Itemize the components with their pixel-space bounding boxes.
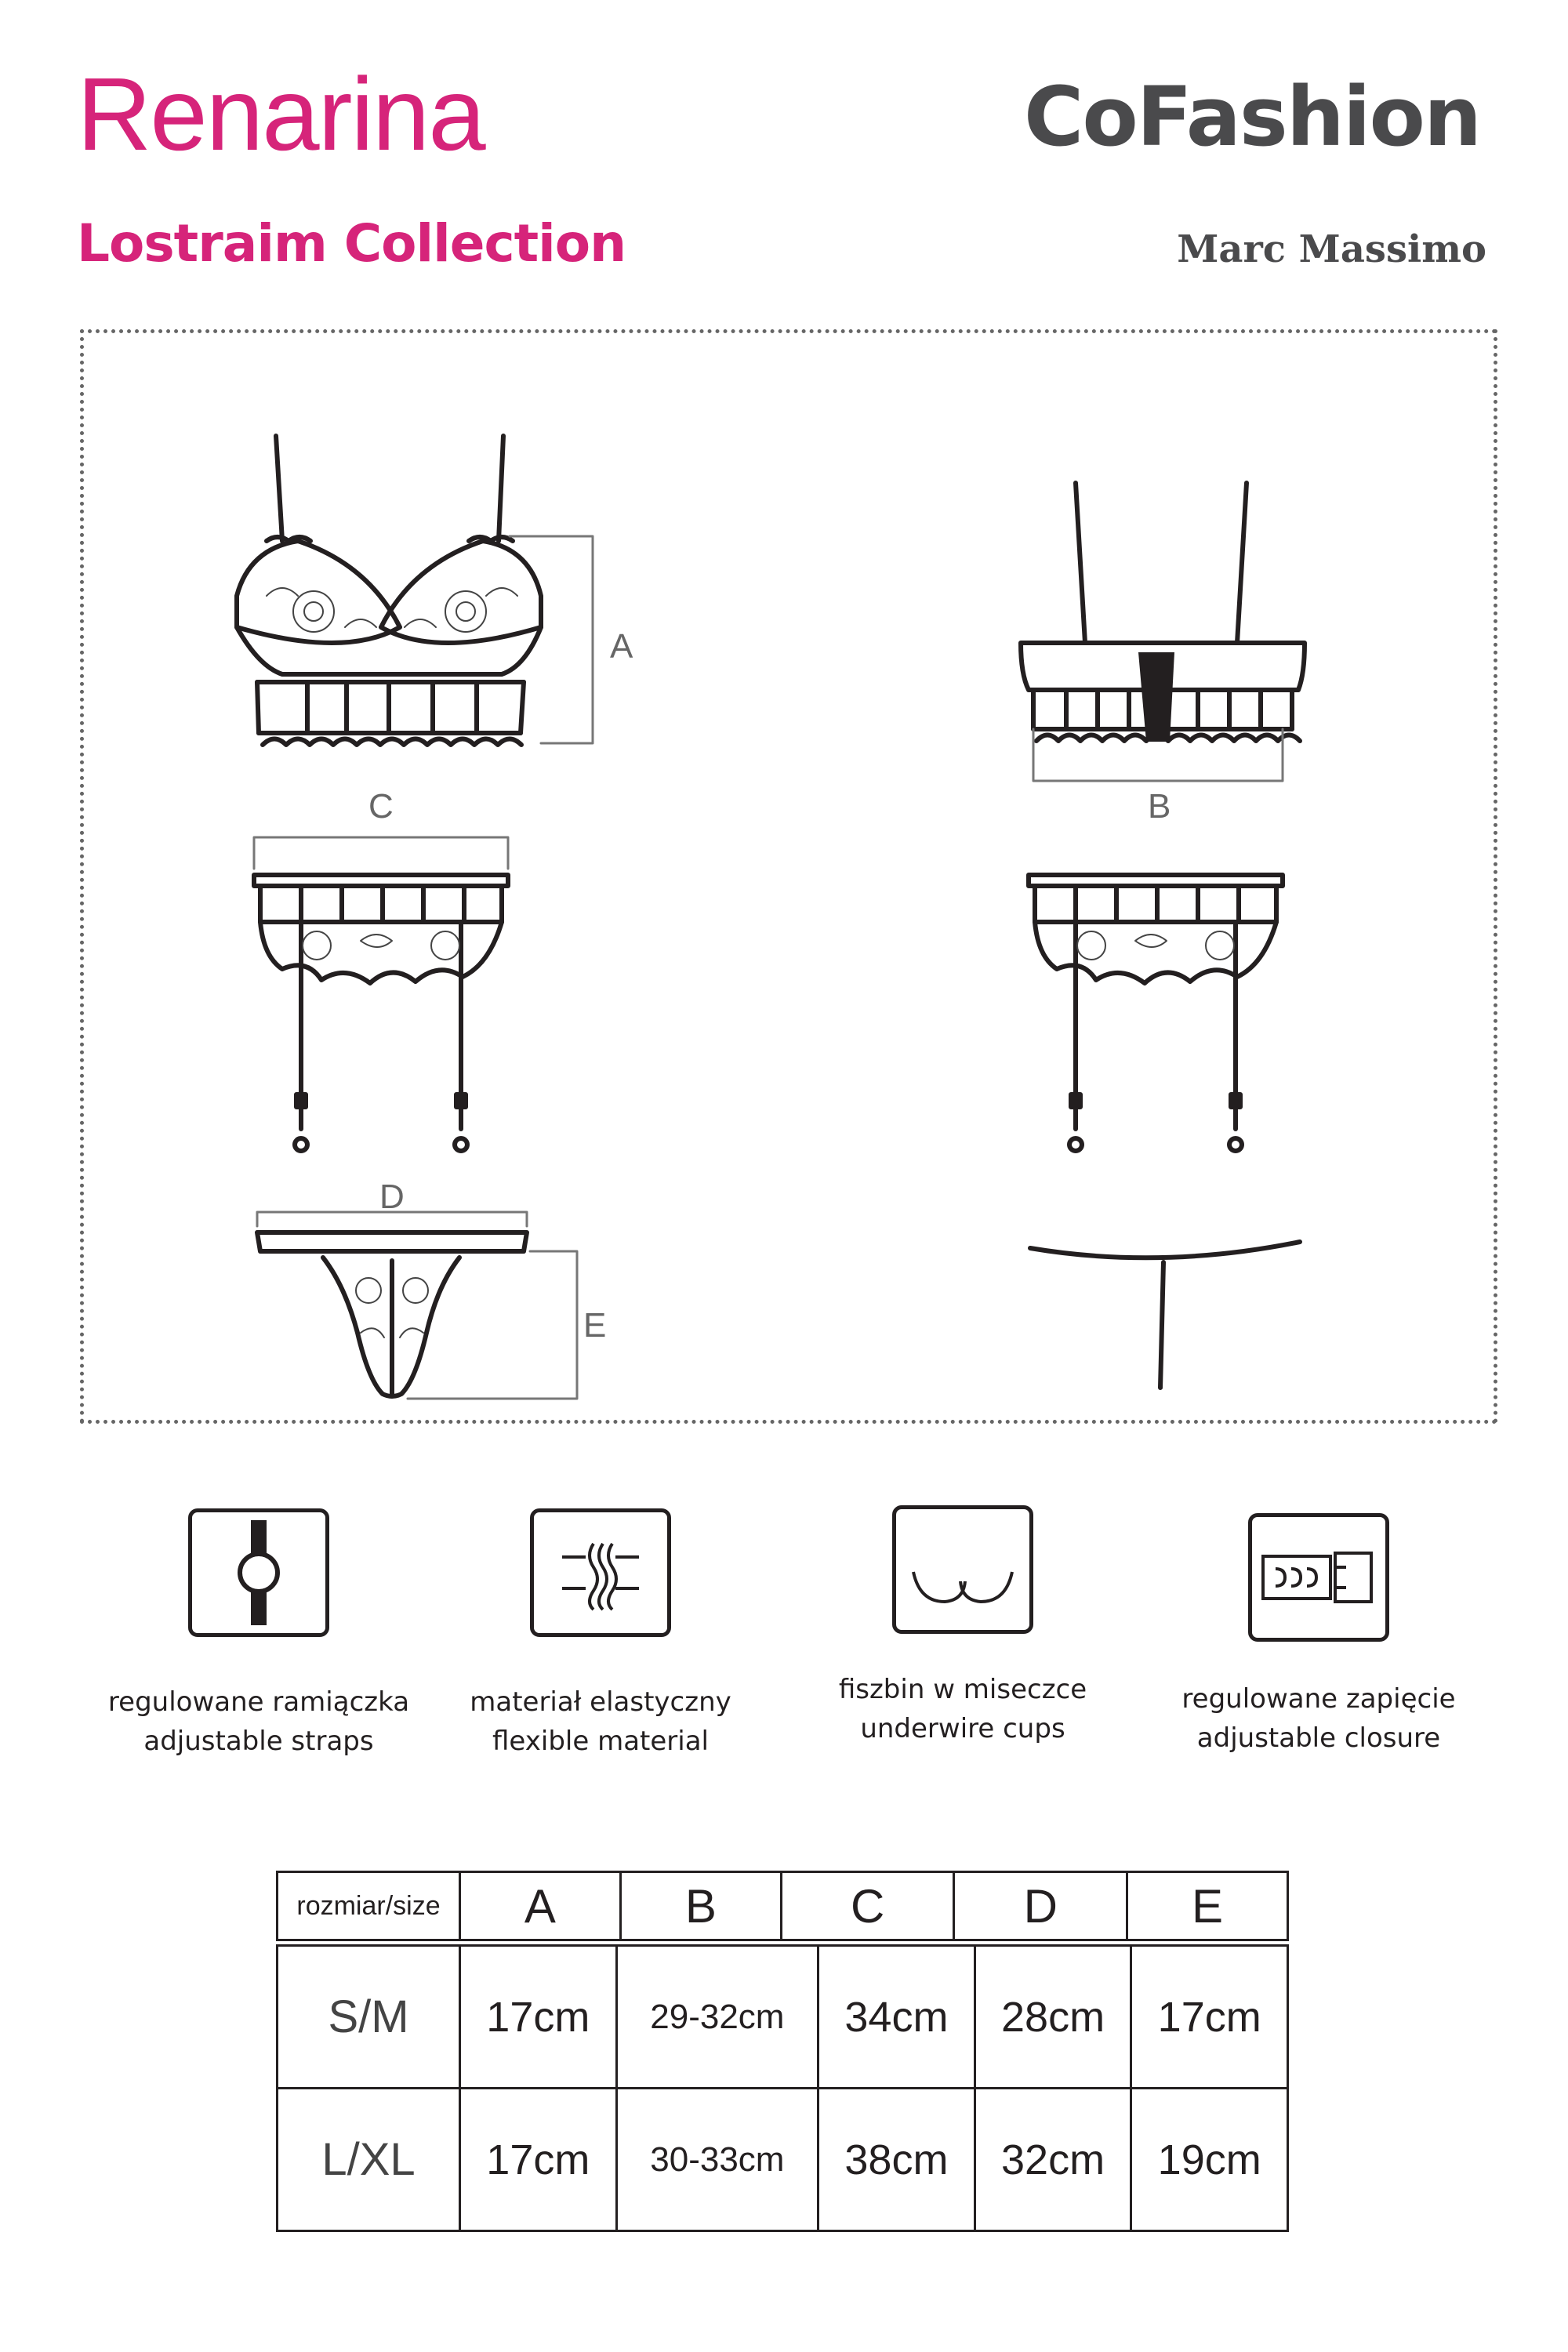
- size-table-header: [276, 1871, 1289, 1941]
- garter-belt-front-drawing: [254, 875, 508, 1151]
- size-header-label: rozmiar/size: [278, 1872, 460, 1940]
- column-header-a: A: [460, 1872, 621, 1940]
- feature-adjustable-straps: [94, 1682, 423, 1761]
- bra-front-drawing: [237, 436, 541, 745]
- table-cell: 34cm: [818, 1946, 975, 2089]
- feature-label-pl: regulowane zapięcie: [1181, 1683, 1456, 1715]
- table-cell: 32cm: [975, 2089, 1131, 2231]
- table-cell: 30-33cm: [616, 2089, 818, 2231]
- feature-label-pl: regulowane ramiączka: [107, 1686, 410, 1718]
- table-cell: 29-32cm: [616, 1946, 818, 2089]
- garter-back-lace: [1077, 931, 1234, 960]
- column-header-e: E: [1127, 1872, 1288, 1940]
- dimension-label-b: B: [1148, 787, 1171, 826]
- thong-back-drawing: [1030, 1242, 1300, 1388]
- table-cell: 19cm: [1131, 2089, 1288, 2231]
- adjustable-straps-icon: [188, 1508, 329, 1637]
- feature-label-en: adjustable closure: [1196, 1722, 1441, 1754]
- flexible-material-icon: [530, 1508, 671, 1637]
- table-row: [278, 2089, 1288, 2231]
- table-cell: 17cm: [460, 1946, 617, 2089]
- feature-label-en: flexible material: [492, 1726, 709, 1757]
- size-table: [276, 1944, 1289, 2232]
- dimension-label-e: E: [583, 1306, 607, 1345]
- feature-label-pl: fiszbin w miseczce: [838, 1674, 1087, 1705]
- feature-adjustable-closure: [1154, 1679, 1483, 1758]
- column-header-b: B: [620, 1872, 781, 1940]
- adjustable-closure-icon: [1248, 1513, 1389, 1642]
- feature-flexible-material: [436, 1682, 765, 1761]
- underwire-cups-icon: [892, 1505, 1033, 1634]
- column-header-d: D: [954, 1872, 1127, 1940]
- feature-underwire-cups: [798, 1670, 1127, 1748]
- table-cell: 28cm: [975, 1946, 1131, 2089]
- table-cell: 38cm: [818, 2089, 975, 2231]
- dimension-label-d: D: [379, 1178, 405, 1216]
- size-label: L/XL: [278, 2089, 460, 2231]
- garter-front-lace: [303, 931, 459, 960]
- model-name: Renarina: [77, 56, 485, 172]
- table-cell: 17cm: [1131, 1946, 1288, 2089]
- feature-label-en: underwire cups: [860, 1713, 1065, 1744]
- dimension-label-c: C: [368, 787, 394, 826]
- column-header-c: C: [781, 1872, 954, 1940]
- designer-name: Marc Massimo: [1177, 227, 1486, 271]
- size-label: S/M: [278, 1946, 460, 2089]
- feature-label-pl: materiał elastyczny: [470, 1686, 731, 1718]
- garter-belt-back-drawing: [1029, 875, 1283, 1151]
- collection-name: Lostraim Collection: [77, 213, 626, 274]
- feature-label-en: adjustable straps: [143, 1726, 374, 1757]
- table-row: [278, 1946, 1288, 2089]
- brand-logo: CoFashion: [1024, 69, 1480, 165]
- dimension-label-a: A: [610, 627, 633, 666]
- table-cell: 17cm: [460, 2089, 617, 2231]
- thong-front-drawing: [257, 1232, 527, 1396]
